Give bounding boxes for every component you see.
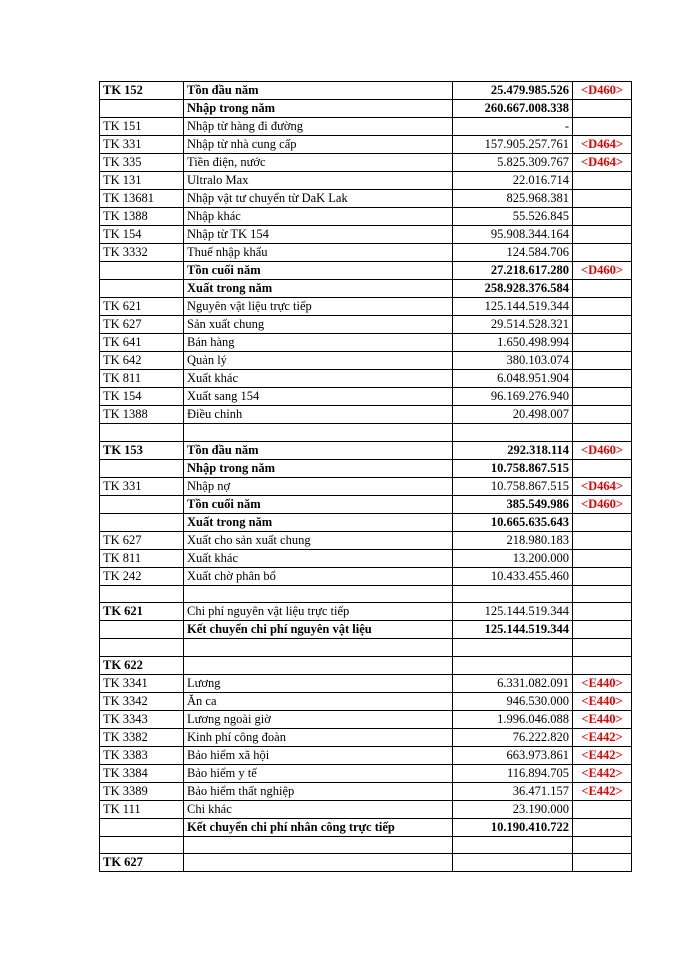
- amount-cell: 292.318.114: [453, 441, 573, 459]
- description-cell: Xuất khác: [184, 370, 453, 388]
- table-row: [100, 406, 632, 424]
- table-row: [100, 100, 632, 118]
- reference-cell: [573, 854, 632, 872]
- account-code-cell: [100, 459, 184, 477]
- reference-cell: <D460>: [573, 495, 632, 513]
- account-code-cell: TK 13681: [100, 190, 184, 208]
- table-row: [100, 782, 632, 800]
- reference-cell: [573, 818, 632, 836]
- amount-cell: -: [453, 118, 573, 136]
- description-cell: Ăn ca: [184, 692, 453, 710]
- table-row: [100, 208, 632, 226]
- amount-cell: 157.905.257.761: [453, 136, 573, 154]
- account-code-cell: TK 152: [100, 82, 184, 100]
- amount-cell: 76.222.820: [453, 728, 573, 746]
- ledger-table: [99, 81, 632, 872]
- amount-cell: 13.200.000: [453, 549, 573, 567]
- table-row: [100, 441, 632, 459]
- table-row: [100, 262, 632, 280]
- reference-cell: [573, 208, 632, 226]
- account-code-cell: TK 1388: [100, 208, 184, 226]
- account-code-cell: TK 627: [100, 316, 184, 334]
- description-cell: Tồn cuối năm: [184, 495, 453, 513]
- account-code-cell: TK 3383: [100, 746, 184, 764]
- table-row: [100, 549, 632, 567]
- table-row: [100, 388, 632, 406]
- table-row: [100, 118, 632, 136]
- reference-cell: [573, 800, 632, 818]
- description-cell: [184, 585, 453, 603]
- account-code-cell: TK 622: [100, 656, 184, 674]
- table-row: [100, 82, 632, 100]
- table-row: [100, 764, 632, 782]
- account-code-cell: TK 811: [100, 549, 184, 567]
- reference-cell: [573, 244, 632, 262]
- description-cell: Nhập trong năm: [184, 100, 453, 118]
- table-row: [100, 352, 632, 370]
- amount-cell: 1.650.498.994: [453, 334, 573, 352]
- description-cell: Tiền điện, nước: [184, 154, 453, 172]
- account-code-cell: TK 3332: [100, 244, 184, 262]
- reference-cell: [573, 100, 632, 118]
- description-cell: Xuất trong năm: [184, 280, 453, 298]
- reference-cell: <D460>: [573, 262, 632, 280]
- table-row: [100, 334, 632, 352]
- reference-cell: [573, 280, 632, 298]
- reference-cell: <D464>: [573, 477, 632, 495]
- account-code-cell: [100, 495, 184, 513]
- table-row: [100, 639, 632, 657]
- amount-cell: 825.968.381: [453, 190, 573, 208]
- account-code-cell: TK 3343: [100, 710, 184, 728]
- amount-cell: [453, 656, 573, 674]
- table-row: [100, 854, 632, 872]
- account-code-cell: TK 3389: [100, 782, 184, 800]
- reference-cell: <D464>: [573, 136, 632, 154]
- amount-cell: 10.758.867.515: [453, 477, 573, 495]
- account-code-cell: [100, 280, 184, 298]
- table-row: [100, 656, 632, 674]
- reference-cell: [573, 118, 632, 136]
- description-cell: Chi khác: [184, 800, 453, 818]
- amount-cell: 22.016.714: [453, 172, 573, 190]
- description-cell: [184, 836, 453, 854]
- reference-cell: <E442>: [573, 746, 632, 764]
- amount-cell: [453, 836, 573, 854]
- reference-cell: [573, 513, 632, 531]
- table-row: [100, 621, 632, 639]
- amount-cell: 124.584.706: [453, 244, 573, 262]
- amount-cell: 380.103.074: [453, 352, 573, 370]
- table-row: [100, 692, 632, 710]
- table-row: [100, 154, 632, 172]
- amount-cell: 25.479.985.526: [453, 82, 573, 100]
- amount-cell: 125.144.519.344: [453, 603, 573, 621]
- reference-cell: [573, 172, 632, 190]
- table-row: [100, 728, 632, 746]
- account-code-cell: TK 811: [100, 370, 184, 388]
- description-cell: Sản xuất chung: [184, 316, 453, 334]
- account-code-cell: [100, 585, 184, 603]
- description-cell: Xuất chờ phân bổ: [184, 567, 453, 585]
- description-cell: Điều chỉnh: [184, 406, 453, 424]
- amount-cell: 260.667.008.338: [453, 100, 573, 118]
- account-code-cell: TK 621: [100, 603, 184, 621]
- table-row: [100, 836, 632, 854]
- amount-cell: 23.190.000: [453, 800, 573, 818]
- account-code-cell: TK 331: [100, 477, 184, 495]
- reference-cell: [573, 406, 632, 424]
- table-row: [100, 226, 632, 244]
- account-code-cell: TK 151: [100, 118, 184, 136]
- ledger-body: [100, 82, 632, 872]
- account-code-cell: TK 154: [100, 388, 184, 406]
- amount-cell: 10.758.867.515: [453, 459, 573, 477]
- reference-cell: [573, 316, 632, 334]
- table-row: [100, 531, 632, 549]
- account-code-cell: [100, 513, 184, 531]
- description-cell: Xuất cho sản xuất chung: [184, 531, 453, 549]
- table-row: [100, 477, 632, 495]
- description-cell: Nhập vật tư chuyển từ DaK Lak: [184, 190, 453, 208]
- amount-cell: 10.665.635.643: [453, 513, 573, 531]
- amount-cell: [453, 639, 573, 657]
- amount-cell: 125.144.519.344: [453, 621, 573, 639]
- description-cell: Tồn đầu năm: [184, 82, 453, 100]
- account-code-cell: [100, 424, 184, 442]
- account-code-cell: TK 153: [100, 441, 184, 459]
- description-cell: Ultralo Max: [184, 172, 453, 190]
- table-row: [100, 172, 632, 190]
- account-code-cell: [100, 818, 184, 836]
- amount-cell: [453, 854, 573, 872]
- account-code-cell: TK 3384: [100, 764, 184, 782]
- account-code-cell: TK 627: [100, 531, 184, 549]
- description-cell: Nhập từ hàng đi đường: [184, 118, 453, 136]
- account-code-cell: TK 242: [100, 567, 184, 585]
- reference-cell: <E440>: [573, 692, 632, 710]
- reference-cell: <E440>: [573, 710, 632, 728]
- table-row: [100, 244, 632, 262]
- account-code-cell: TK 621: [100, 298, 184, 316]
- description-cell: Quản lý: [184, 352, 453, 370]
- table-row: [100, 316, 632, 334]
- reference-cell: [573, 549, 632, 567]
- amount-cell: 6.331.082.091: [453, 674, 573, 692]
- description-cell: Bảo hiểm xã hội: [184, 746, 453, 764]
- amount-cell: 1.996.046.088: [453, 710, 573, 728]
- table-row: [100, 495, 632, 513]
- description-cell: Bảo hiểm thất nghiệp: [184, 782, 453, 800]
- description-cell: Chi phí nguyên vật liệu trực tiếp: [184, 603, 453, 621]
- account-code-cell: [100, 836, 184, 854]
- account-code-cell: TK 3342: [100, 692, 184, 710]
- account-code-cell: TK 335: [100, 154, 184, 172]
- description-cell: [184, 424, 453, 442]
- table-row: [100, 459, 632, 477]
- table-row: [100, 567, 632, 585]
- description-cell: Xuất khác: [184, 549, 453, 567]
- amount-cell: 55.526.845: [453, 208, 573, 226]
- amount-cell: [453, 424, 573, 442]
- description-cell: Lương: [184, 674, 453, 692]
- description-cell: Xuất trong năm: [184, 513, 453, 531]
- reference-cell: [573, 585, 632, 603]
- amount-cell: 96.169.276.940: [453, 388, 573, 406]
- account-code-cell: TK 3341: [100, 674, 184, 692]
- description-cell: [184, 639, 453, 657]
- reference-cell: <E442>: [573, 782, 632, 800]
- table-row: [100, 280, 632, 298]
- description-cell: Kết chuyển chi phí nguyên vật liệu: [184, 621, 453, 639]
- table-row: [100, 746, 632, 764]
- reference-cell: [573, 459, 632, 477]
- description-cell: Nhập nợ: [184, 477, 453, 495]
- reference-cell: <E442>: [573, 764, 632, 782]
- reference-cell: [573, 656, 632, 674]
- account-code-cell: TK 331: [100, 136, 184, 154]
- account-code-cell: TK 131: [100, 172, 184, 190]
- account-code-cell: [100, 639, 184, 657]
- amount-cell: 946.530.000: [453, 692, 573, 710]
- amount-cell: 36.471.157: [453, 782, 573, 800]
- table-row: [100, 513, 632, 531]
- description-cell: Nhập từ TK 154: [184, 226, 453, 244]
- table-row: [100, 190, 632, 208]
- account-code-cell: [100, 262, 184, 280]
- table-row: [100, 603, 632, 621]
- reference-cell: <D464>: [573, 154, 632, 172]
- amount-cell: 29.514.528.321: [453, 316, 573, 334]
- reference-cell: [573, 603, 632, 621]
- amount-cell: 5.825.309.767: [453, 154, 573, 172]
- reference-cell: [573, 639, 632, 657]
- table-row: [100, 585, 632, 603]
- description-cell: [184, 854, 453, 872]
- reference-cell: [573, 621, 632, 639]
- table-row: [100, 674, 632, 692]
- description-cell: Tồn cuối năm: [184, 262, 453, 280]
- reference-cell: [573, 190, 632, 208]
- reference-cell: [573, 226, 632, 244]
- amount-cell: 10.433.455.460: [453, 567, 573, 585]
- reference-cell: [573, 334, 632, 352]
- amount-cell: 218.980.183: [453, 531, 573, 549]
- amount-cell: 10.190.410.722: [453, 818, 573, 836]
- account-code-cell: TK 627: [100, 854, 184, 872]
- description-cell: Bảo hiểm y tế: [184, 764, 453, 782]
- amount-cell: 125.144.519.344: [453, 298, 573, 316]
- account-code-cell: TK 111: [100, 800, 184, 818]
- description-cell: Kết chuyển chi phí nhân công trực tiếp: [184, 818, 453, 836]
- description-cell: Xuất sang 154: [184, 388, 453, 406]
- description-cell: Thuế nhập khẩu: [184, 244, 453, 262]
- reference-cell: [573, 370, 632, 388]
- table-row: [100, 370, 632, 388]
- reference-cell: <D460>: [573, 82, 632, 100]
- account-code-cell: TK 642: [100, 352, 184, 370]
- table-row: [100, 800, 632, 818]
- description-cell: Bán hàng: [184, 334, 453, 352]
- amount-cell: 95.908.344.164: [453, 226, 573, 244]
- reference-cell: <D460>: [573, 441, 632, 459]
- description-cell: Nguyên vật liệu trực tiếp: [184, 298, 453, 316]
- reference-cell: [573, 567, 632, 585]
- account-code-cell: TK 641: [100, 334, 184, 352]
- amount-cell: 27.218.617.280: [453, 262, 573, 280]
- reference-cell: [573, 298, 632, 316]
- table-row: [100, 710, 632, 728]
- amount-cell: [453, 585, 573, 603]
- table-row: [100, 298, 632, 316]
- description-cell: Nhập khác: [184, 208, 453, 226]
- amount-cell: 20.498.007: [453, 406, 573, 424]
- reference-cell: <E440>: [573, 674, 632, 692]
- description-cell: Lương ngoài giờ: [184, 710, 453, 728]
- amount-cell: 116.894.705: [453, 764, 573, 782]
- account-code-cell: TK 1388: [100, 406, 184, 424]
- description-cell: [184, 656, 453, 674]
- reference-cell: [573, 352, 632, 370]
- description-cell: Tồn đầu năm: [184, 441, 453, 459]
- reference-cell: [573, 424, 632, 442]
- account-code-cell: [100, 100, 184, 118]
- reference-cell: [573, 531, 632, 549]
- account-code-cell: TK 154: [100, 226, 184, 244]
- reference-cell: [573, 388, 632, 406]
- account-code-cell: [100, 621, 184, 639]
- amount-cell: 663.973.861: [453, 746, 573, 764]
- amount-cell: 385.549.986: [453, 495, 573, 513]
- table-row: [100, 818, 632, 836]
- description-cell: Nhập trong năm: [184, 459, 453, 477]
- table-row: [100, 424, 632, 442]
- description-cell: Kinh phí công đoàn: [184, 728, 453, 746]
- reference-cell: [573, 836, 632, 854]
- amount-cell: 258.928.376.584: [453, 280, 573, 298]
- table-row: [100, 136, 632, 154]
- description-cell: Nhập từ nhà cung cấp: [184, 136, 453, 154]
- account-code-cell: TK 3382: [100, 728, 184, 746]
- reference-cell: <E442>: [573, 728, 632, 746]
- amount-cell: 6.048.951.904: [453, 370, 573, 388]
